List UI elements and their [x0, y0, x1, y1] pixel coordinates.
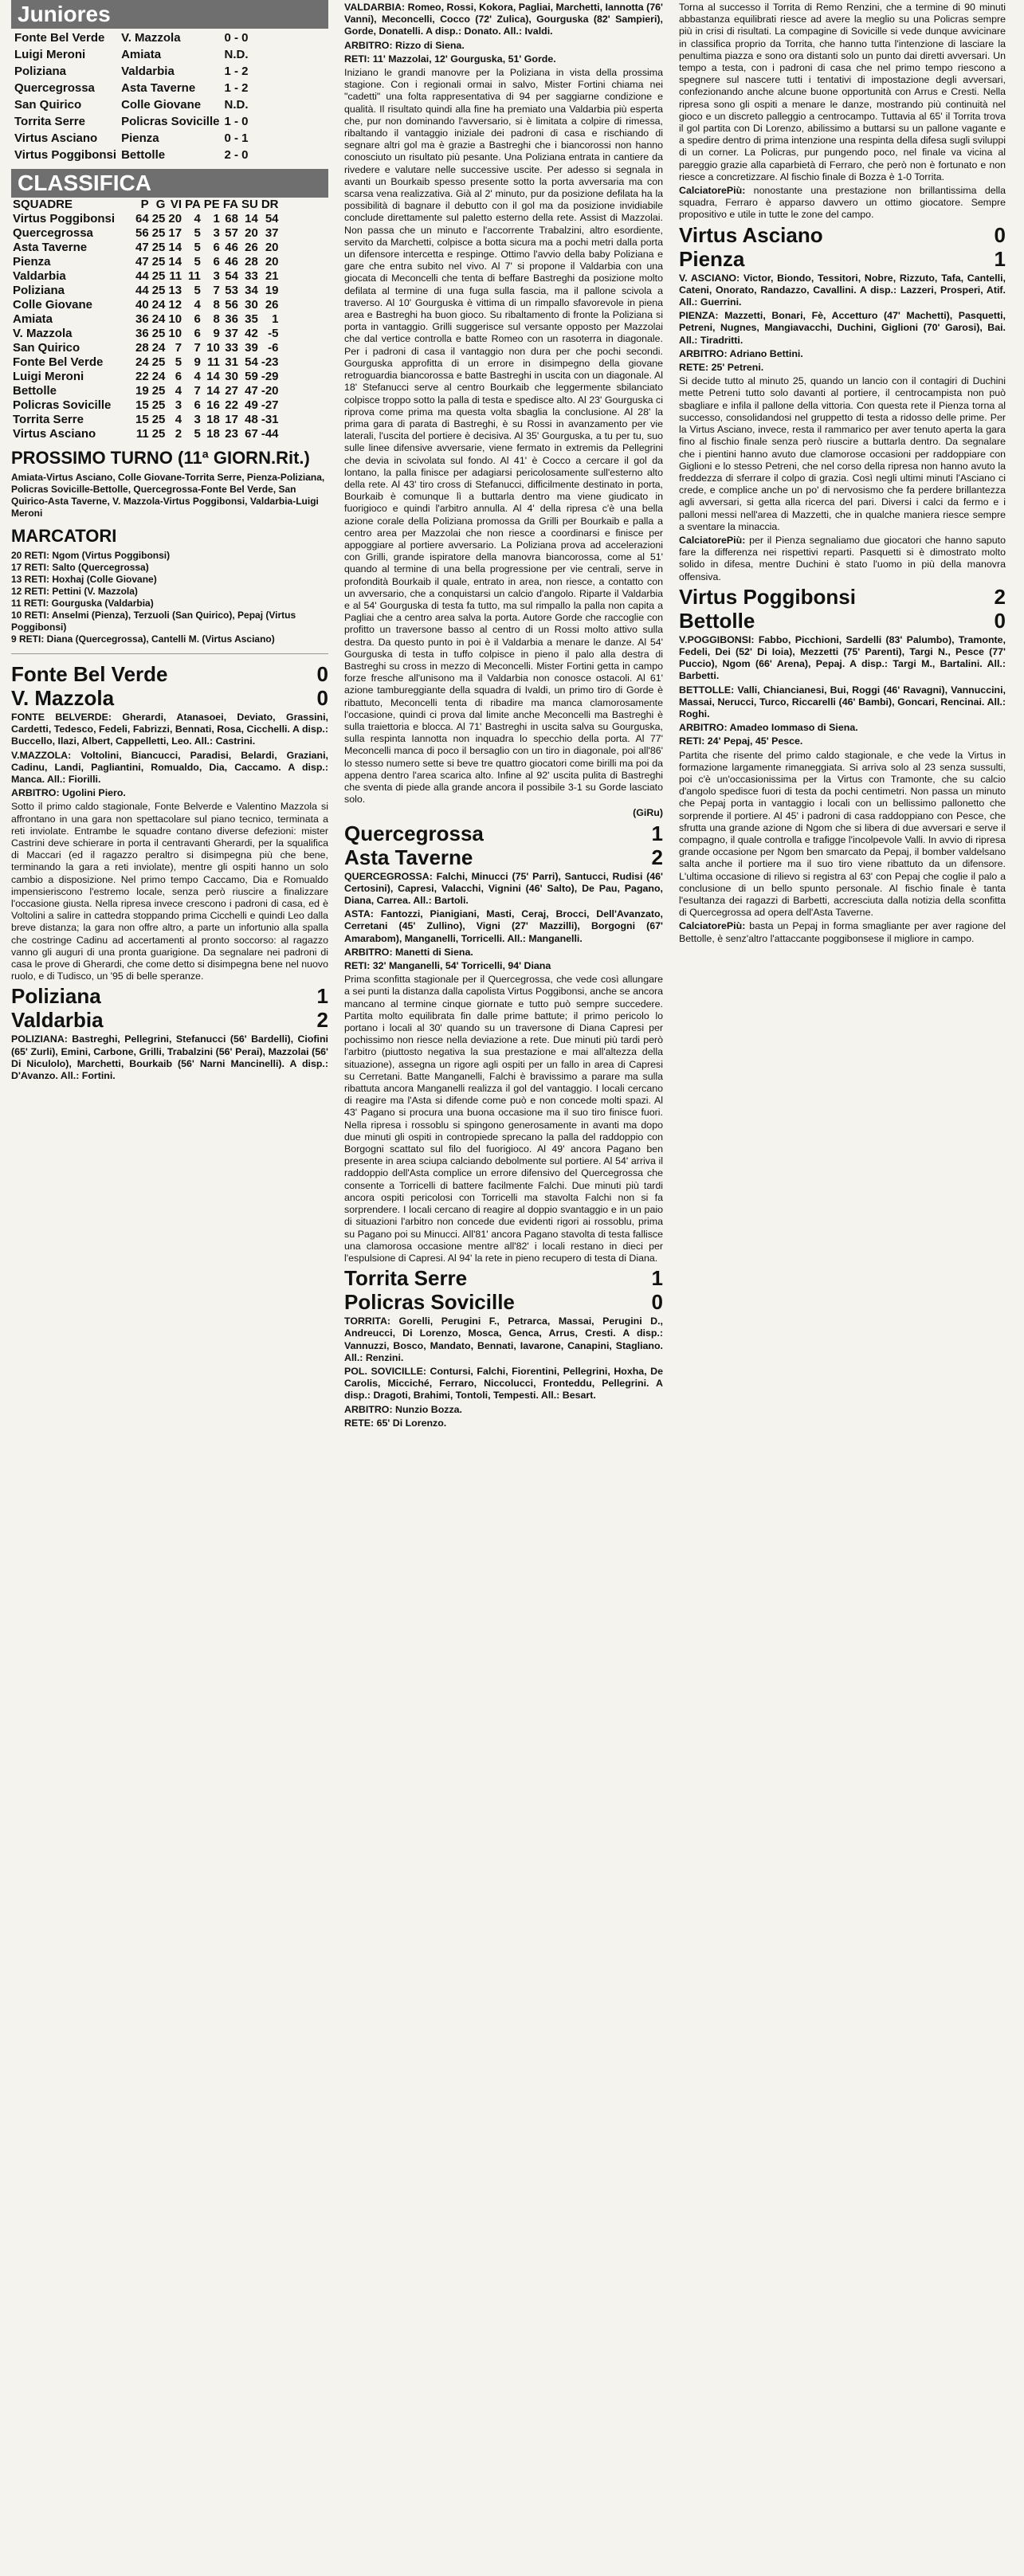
section-banner: Juniores: [11, 0, 328, 29]
stat-cell: 37: [265, 226, 279, 240]
standings-header: DR: [261, 198, 279, 211]
standings-row: [11, 327, 281, 341]
stat-cell: 23: [225, 427, 238, 441]
stat-cell: 15: [135, 413, 149, 426]
stat-cell: 30: [245, 298, 258, 312]
result-home: Virtus Poggibonsi: [14, 148, 117, 162]
result-away: Colle Giovane: [121, 98, 202, 112]
stat-cell: 6: [213, 255, 220, 269]
home-score: 1: [651, 1266, 663, 1291]
home-team: Virtus Asciano: [679, 222, 823, 247]
stat-cell: 17: [225, 413, 238, 426]
stat-cell: 25: [151, 327, 166, 340]
team-name: V. Mazzola: [13, 327, 73, 340]
standings-row: [11, 370, 281, 384]
scorer-line: 12 RETI: Pettini (V. Mazzola): [11, 586, 138, 597]
scorer-line: 9 RETI: Diana (Quercegrossa), Cantelli M. (Virtus Asciano): [11, 633, 275, 645]
team-name: Fonte Bel Verde: [13, 355, 104, 369]
stat-cell: 39: [245, 341, 258, 355]
stat-cell: 27: [225, 384, 238, 398]
results-table: [11, 29, 252, 164]
stat-cell: 14: [206, 384, 220, 398]
result-home: Quercegrossa: [14, 81, 95, 95]
stat-cell: 36: [135, 312, 149, 326]
stat-cell: 56: [225, 298, 238, 312]
lineup-away: PIENZA: Mazzetti, Bonari, Fè, Accetturo (47' Machetti), Pasquetti, Petreni, Nugnes, Mangiavacchi, Duchini, Giglioni (70' Garosi), Bai. All.: Tiradritti.: [679, 310, 1006, 346]
scorer-line: 20 RETI: Ngom (Virtus Poggibonsi): [11, 550, 171, 561]
lineup-home: POLIZIANA: Bastreghi, Pellegrini, Stefanucci (56' Bardelli), Ciofini (65' Zurli), Emini, Carbone, Grilli, Trabalzini (56' Perai), Mazzolai (56' Di Niculolo), Marchetti, Bourkaib (56' Narni Mancinelli). A disp.: D'Avanzo. All.: Fortini.: [11, 1033, 328, 1082]
stat-cell: 54: [245, 355, 258, 369]
stat-cell: 57: [225, 226, 238, 240]
team-name: Torrita Serre: [13, 413, 84, 426]
team-name: Poliziana: [13, 284, 65, 297]
result-row: [13, 30, 250, 45]
stat-cell: 24: [151, 298, 166, 312]
stat-cell: 7: [175, 341, 182, 355]
goals: RETI: 11' Mazzolai, 12' Gourguska, 51' Gorde.: [344, 53, 556, 65]
stat-cell: 25: [151, 413, 166, 426]
stat-cell: 7: [194, 384, 201, 398]
team-name: Amiata: [13, 312, 53, 326]
referee: ARBITRO: Adriano Bettini.: [679, 347, 803, 359]
stat-cell: 5: [194, 284, 201, 297]
stat-cell: 14: [168, 255, 182, 269]
standings-row: [11, 413, 281, 427]
stat-cell: 25: [151, 384, 166, 398]
stat-cell: 10: [206, 341, 220, 355]
scorer-line: 13 RETI: Hoxhaj (Colle Giovane): [11, 574, 157, 585]
away-score: 0: [994, 608, 1006, 633]
stat-cell: 25: [151, 427, 166, 441]
match-6: [679, 585, 1006, 945]
lineup-away: ASTA: Fantozzi, Pianigiani, Masti, Ceraj, Brocci, Dell'Avanzato, Cerretani (45' Zullino), Vigni (27' Mazzilli), Borgogni (67' Amarabom), Manganelli, Torricelli. All.: Manganelli.: [344, 908, 663, 944]
stat-cell: 6: [175, 370, 182, 383]
stat-cell: 24: [135, 355, 149, 369]
next-round-title: PROSSIMO TURNO (11ª GIORN.Rit.): [11, 448, 310, 468]
stat-cell: 59: [245, 370, 258, 383]
away-score: 2: [651, 845, 663, 869]
stat-cell: 1: [213, 212, 220, 225]
referee: ARBITRO: Nunzio Bozza.: [344, 1403, 462, 1415]
result-home: Fonte Bel Verde: [14, 31, 105, 45]
standings-row: [11, 241, 281, 255]
standings-row: [11, 212, 281, 226]
best-player-text: nonostante una prestazione non brillantissima della squadra, Ferraro è apparso davvero un ottimo giocatore. Sempre propositivo e utile in tutte le zone del campo.: [679, 185, 1006, 221]
stat-cell: 44: [135, 284, 149, 297]
match-report: Torna al successo il Torrita di Remo Renzini, che a termine di 90 minuti abbastanza equilibrati riesce ad avere la meglio su una Policras sempre più in crisi di risultati. La compagine di Sovicille si vede dunque avvicinare in classifica proprio da Torrita, che hanno tutta l'intenzione di lasciare la penultima piazza e sono ora distanti solo un punto dai diretti avversari. Un tempo a testa, con i padroni di casa che nel primo tempo riescono a spegnere sul nascere tutti i tentativi di impostazione degli avversari, confezionando anche alcune buone opportunità con Arrus e Cresti. Nella ripresa sono gli ospiti a menare le danze, mostrando più continuità nel gioco e un discreto palleggio a centrocampo. Tuttavia al 65' il Torrita trova il gol partita con Di Lorenzo, abilissimo a buttarsi su un pallone vagante e a spedire dentro di prima intenzione una respinta della difesa sugli sviluppi di un corner. La Policras, pur pungendo poco, nel finale va vicina al pareggio grazie alla caparbietà di Ferraro, che però non è fortunato e non riesce a concretizzare. Al fischio finale di Bozza è 1-0 Torrita.: [679, 2, 1006, 182]
team-name: Colle Giovane: [13, 298, 93, 312]
author-signature: (GiRu): [633, 807, 663, 819]
stat-cell: 68: [225, 212, 238, 225]
stat-cell: -20: [261, 384, 279, 398]
match-report: Iniziano le grandi manovre per la Poliziana in vista della prossima stagione. Con i regionali ormai in salvo, Mister Fortini chiama nei "cadetti" una folta rappresentativa di 94 per saggiarne condizione e qualità. Il risultato quindi alla fine ha premiato una Valdarbia più esperta che, pur non dominando l'avversario, si è limitata a colpire di rimessa, ribaltando il vantaggio iniziale dei padroni di casa e rischiando di segnare altri gol ma è grazie a Bastreghi che i biancorossi non hanno conosciuto un risultato più pesante. Una Poliziana entrata in cantiere da rivedere e valutare nelle successive uscite. Per adesso si segnala in avanti un Bourkaib spesso presente sotto la porta avversaria ma con scarsa vena realizzativa. Già al 2' minuto, pur da posizione defilata ha la possibilità di bagnare il debutto con il gol ma da posizione invidiabile conclude direttamente sul paletto esterno della rete. Assist di Mazzolai. Non passa che un minuto e l'accorrente Trabalzini, altro esordiente, servito da Marchetti, colpisce a botta sicura ma a pochi metri dalla porta un difensore intercetta e respinge. Ottimo l'avvio della baby Poliziana e gare che entra subito nel vivo. Al 7' si propone il Valdarbia con una giocata di Meconcelli che tenta di beffare Bastreghi da posizione molto defilata al termine di una fuga sulla fascia, ma il pallone scivola a traverso. Al 10' Gourguska è vittima di un rimpallo sfavorevole in piena area e Bastreghi ha buon gioco. Su ribaltamento di fronte la Poliziana si porta in vantaggio. Grilli suggerisce sul versante opposto per Mazzolai che dal vertice controlla e batte Romeo con un rasoterra in diagonale. Per i padroni di casa il vantaggio non dura per che pochi secondi. Gourguska approfitta di un errore in disimpegno della giovane retroguardia biancorossa e batte Bastreghi in uscita con un diagonale. Al 18' Stefanucci serve al centro Bourkaib che leggermente sbilanciato colpisce troppo sotto la palla di testa e spedisce alto. Al 23' Gourguska ci riprova come prima ma questa volta sbaglia la conclusione. Al 28' la prima gara di parata di Bastreghi, è su Rossi in avanzamento per vie laterali, l'uscita del portiere è decisiva. Al 35' Gourguska, a tu per tu, suo sulle linee difensive avversarie, viene fermato in extremis da Pellegrini che devia in scivolata sul fondo. Al 41' è Cocco a cercare il gol da lontano, la palla finisce per adagiarsi pericolosamente sull'esterno alto della rete. Al 43' tiro cross di Stefanucci, difficilmente destinato in porta, Bourkaib è comunque lì a buttarla dentro ma viene giudicato in fuorigioco e quindi l'arbitro annulla. Al 4' della ripresa c'è una bella azione corale della Poliziana promossa da Grilli per Bourkaib e palla a centro area per Mazzolai che non riesce a coordinarsi e finisce per appoggiare al portiere avversario. La Poliziana prova ad accelerazioni con Grilli, grande ispiratore della manovra biancorossa, come al 51' quando al termine di una bella progressione per vie centrali, serve in profondità Bourkaib il quale, entrato in area, non riesce, a contatto con un avversario, che a conquistarsi un calcio d'angolo. Riparte il Valdarbia e al 54' Gourguska di testa fa tutto, ma sul rimpallo la palla non capita a Pagliai che a centro area salva la porta. Autore Gorde che raccoglie con profitto un traversone basso al centro di un Rossi molto attivo sulla destra. Da questo punto in poi è il Valdarbia a menare le danze. Al 54' Gourguska di testa in tuffo colpisce in pieno il palo alla destra di Bastreghi su cross in mezzo di Meconcelli. Mister Fortini getta in campo forze fresche all'unisono ma il Valdarbia non conosce ostacoli. Al 61' azione tambureggiante della squadra di Ivaldi, un primo tiro di Gorde è ribattuto, Meconcelli tenta di ribadire ma manca clamorosamente l'occasione, quindi ci prova dal limite anche Meconcelli ma Bastreghi è sulla traiettoria e blocca. Al 71' Bastreghi in uscita salva su Gourguska, sulla respinta Iannotta non inquadra lo specchio della porta. Al 77' Meconcelli manca di poco il bersaglio con un tiro in diagonale, poi all'86' lo stesso numero sette si beve tre quattro giocatori come birilli ma poi da appena dentro l'area scarica alto. Infine al 92' uscita pulita di Bastreghi che sventa di piede alla grande ancora il possibile 3-1 su Gorde lasciato solo.: [344, 67, 663, 806]
standings-row: [11, 427, 281, 441]
match-3: [344, 821, 663, 1265]
team-name: Virtus Poggibonsi: [13, 212, 116, 225]
stat-cell: 67: [245, 427, 258, 441]
home-team: Fonte Bel Verde: [11, 662, 168, 686]
scorers-list: [11, 550, 328, 645]
result-score: 0 - 1: [224, 131, 249, 145]
lineup-away: VALDARBIA: Romeo, Rossi, Kokora, Pagliai, Marchetti, Iannotta (76' Vanni), Meconcelli, Cocco (72' Zulica), Gourguska (82' Sampieri), Gorde, Donatelli. A disp.: Donato. All.: Ivaldi.: [344, 2, 663, 37]
stat-cell: 33: [245, 269, 258, 283]
stat-cell: 20: [265, 241, 279, 254]
home-team: Poliziana: [11, 984, 101, 1009]
stat-cell: 14: [168, 241, 182, 254]
away-score: 0: [316, 686, 328, 710]
stat-cell: 5: [175, 355, 182, 369]
referee: ARBITRO: Ugolini Piero.: [11, 787, 126, 799]
lineup-home: QUERCEGROSSA: Falchi, Minucci (75' Parri), Santucci, Rudisi (46' Certosini), Capresi, Valacchi, Vignini (46' Salto), De Pau, Pagano, Diana, Carrea. All.: Bartoli.: [344, 870, 663, 907]
stat-cell: 24: [151, 312, 166, 326]
stat-cell: 26: [245, 241, 258, 254]
goals: RETE: 65' Di Lorenzo.: [344, 1417, 447, 1429]
lineup-home: FONTE BELVERDE: Gherardi, Atanasoei, Deviato, Grassini, Cardetti, Tedesco, Fedeli, Fabrizzi, Bennati, Rosa, Cicchelli. A disp.: Buccello, Ilazi, Albert, Cappelletti, Leo. All.: Castrini.: [11, 712, 328, 747]
result-row: [13, 147, 250, 163]
standings-row: [11, 226, 281, 241]
best-player-text: basta un Pepaj in forma smagliante per aver ragione del Bettolle, è senz'altro l'attaccante poggibonsese il migliore in campo.: [679, 920, 1006, 944]
result-home: San Quirico: [14, 98, 82, 112]
standings-table: [11, 198, 281, 441]
stat-cell: 6: [213, 241, 220, 254]
result-away: Amiata: [121, 48, 162, 61]
column-right: [679, 0, 1006, 947]
standings-banner: CLASSIFICA: [11, 169, 328, 198]
result-away: V. Mazzola: [121, 31, 181, 45]
referee: ARBITRO: Manetti di Siena.: [344, 946, 473, 958]
standings-row: [11, 255, 281, 269]
standings-header: SQUADRE: [13, 198, 73, 211]
stat-cell: -29: [261, 370, 279, 383]
lineup-away: POL. SOVICILLE: Contursi, Falchi, Fiorentini, Pellegrini, Hoxha, De Carolis, Micciché, Ferraro, Niccolucci, Fronteddu, Pellegrini. A disp.: Dragoti, Brahimi, Tontoli, Tempesti. All.: Besart.: [344, 1365, 663, 1402]
stat-cell: 7: [194, 341, 201, 355]
stat-cell: 21: [265, 269, 279, 283]
lineup-away: V.MAZZOLA: Voltolini, Biancucci, Paradisi, Belardi, Graziani, Cadinu, Landi, Pagliantini, Romualdo, Dia, Caccamo. A disp.: Manca. All.: Fiorilli.: [11, 749, 328, 786]
result-score: N.D.: [224, 98, 249, 112]
stat-cell: -5: [268, 327, 279, 340]
result-score: 0 - 0: [224, 31, 249, 45]
standings-row: [11, 384, 281, 398]
stat-cell: 5: [194, 241, 201, 254]
stat-cell: 24: [151, 370, 166, 383]
standings-row: [11, 284, 281, 298]
result-away: Valdarbia: [121, 65, 175, 78]
home-team: Virtus Poggibonsi: [679, 584, 856, 609]
result-home: Torrita Serre: [14, 115, 85, 128]
stat-cell: 20: [245, 226, 258, 240]
stat-cell: -6: [268, 341, 279, 355]
stat-cell: 3: [175, 398, 182, 412]
standings-row: [11, 341, 281, 355]
scorers-title: MARCATORI: [11, 526, 117, 546]
stat-cell: 13: [168, 284, 182, 297]
standings-header: FA: [222, 198, 238, 211]
scorer-line: 17 RETI: Salto (Quercegrossa): [11, 562, 149, 573]
stat-cell: 11: [169, 269, 182, 283]
result-score: 2 - 0: [224, 148, 249, 162]
stat-cell: 3: [194, 413, 201, 426]
stat-cell: 9: [213, 327, 220, 340]
stat-cell: 42: [245, 327, 258, 340]
goals: RETI: 24' Pepaj, 45' Pesce.: [679, 735, 803, 747]
team-name: Virtus Asciano: [13, 427, 96, 441]
team-name: Policras Sovicille: [13, 398, 112, 412]
result-row: [13, 131, 250, 146]
stat-cell: 25: [151, 255, 166, 269]
home-score: 0: [316, 662, 328, 686]
away-team: Policras Sovicille: [344, 1290, 515, 1315]
stat-cell: 47: [245, 384, 258, 398]
stat-cell: 4: [175, 384, 182, 398]
stat-cell: 2: [175, 427, 182, 441]
away-team: Asta Taverne: [344, 845, 473, 869]
stat-cell: 28: [245, 255, 258, 269]
stat-cell: 8: [213, 298, 220, 312]
result-row: [13, 47, 250, 62]
stat-cell: 46: [225, 241, 238, 254]
best-player-label: CalciatorePiù:: [679, 185, 746, 197]
standings-row: [11, 312, 281, 327]
stat-cell: 34: [245, 284, 258, 297]
away-score: 1: [994, 246, 1006, 271]
match-report: Prima sconfitta stagionale per il Quercegrossa, che vede così allungare a sei punti la distanza dalla capolista Virtus Poggibonsi, anche se ancora mancano al termine cinque giornate e tutto può sempre succedere. Partita molto equilibrata fin dalle prime battute; il primo pericolo lo portano i locali al 30' quando su un traversone di Diana Capresi per pochissimo non riesce nella deviazione a rete. Due minuti più tardi però l'arbitro (piuttosto negativa la sua prestazione e mai all'altezza della situazione), assegna un rigore agli ospiti per un fallo in area di Capresi su Cerretani. Batte Manganelli, Falchi è bravissimo a parare ma sulla ribattuta ancora Manganelli realizza il gol del vantaggio. I locali cercano di reagire ma l'Asta si difende come può e non concede molti spazi. Al 43' Pagano si procura una buona occasione ma il suo tiro finisce fuori. Nella ripresa i rossoblu si spingono generosamente in avanti ma dopo due minuti gli ospiti in contropiede sprecano la palla del raddoppio con Borgogni scattato sul filo del fuorigioco. Al 49' ancora Pagano ben presente in area sciupa calciando debolmente sul portiere. Al 54' arriva il raddoppio dell'Asta complice un errore difensivo del Quercegrossa che consente a Torricelli di battere facilmente Falchi. Due minuti più tardi ancora ospiti pericolosi con Torricelli ma stavolta Falchi non si fa sorprendere. I locali cercano di reagire al doppio svantaggio e in un paio di situazioni l'arbitro non concede due evidenti rigori ai rossoblu, prima su Pagano poi su Minucci. All'81' ancora Pagano stavolta di testa fallisce una clamorosa occasione mentre all'82' i locali restano in dieci per l'espulsione di Capresi. Al 94' la rete in pieno recupero di testa di Diana.: [344, 974, 663, 1264]
result-score: 1 - 0: [224, 115, 249, 128]
result-score: N.D.: [224, 48, 249, 61]
stat-cell: 56: [135, 226, 149, 240]
standings-header: VI: [170, 198, 182, 211]
result-row: [13, 80, 250, 96]
stat-cell: 53: [225, 284, 238, 297]
stat-cell: 4: [175, 413, 182, 426]
result-row: [13, 114, 250, 129]
stat-cell: 48: [245, 413, 258, 426]
stat-cell: 46: [225, 255, 238, 269]
stat-cell: 47: [135, 241, 149, 254]
lineup-home: V.POGGIBONSI: Fabbo, Picchioni, Sardelli (83' Palumbo), Tramonte, Fedeli, Dei (52' Di Ioia), Mezzetti (75' Parenti), Targi N., Pesce (77' Puccio), Ngom (66' Arena), Pepaj. A disp.: Targi M., Bartalini. All.: Barbetti.: [679, 633, 1006, 682]
stat-cell: 25: [151, 226, 166, 240]
result-home: Virtus Asciano: [14, 131, 98, 145]
away-score: 0: [651, 1290, 663, 1315]
stat-cell: 49: [245, 398, 258, 412]
stat-cell: 19: [135, 384, 149, 398]
result-score: 1 - 2: [224, 81, 249, 95]
stat-cell: 37: [225, 327, 238, 340]
referee: ARBITRO: Amadeo Iommaso di Siena.: [679, 722, 858, 734]
result-away: Pienza: [121, 131, 159, 145]
stat-cell: 19: [265, 284, 279, 297]
stat-cell: 5: [194, 226, 201, 240]
stat-cell: 36: [225, 312, 238, 326]
team-name: Asta Taverne: [13, 241, 88, 254]
lineup-home: TORRITA: Gorelli, Perugini F., Petrarca, Massai, Perugini D., Andreucci, Di Lorenzo, Mosca, Genca, Arrus, Cresti. A disp.: Vannuzzi, Bosco, Mandato, Bennati, Iavarone, Canapini, Stagliano. All.: Renzini.: [344, 1315, 663, 1363]
best-player-text: per il Pienza segnaliamo due giocatori che hanno saputo fare la differenza nei rispettivi reparti. Pasquetti si è dimostrato molto solido in difesa, mentre Duchini è stato l'uomo in più della manovra offensiva.: [679, 534, 1006, 582]
standings-header: PE: [203, 198, 220, 211]
lineup-home: V. ASCIANO: Victor, Biondo, Tessitori, Nobre, Rizzuto, Tafa, Cantelli, Cateni, Onorato, Randazzo, Cavallini. A disp.: Lazzeri, Prosperi, Atif. All.: Guerrini.: [679, 272, 1006, 308]
stat-cell: 25: [151, 212, 166, 225]
stat-cell: 3: [213, 269, 220, 283]
home-team: Torrita Serre: [344, 1266, 468, 1291]
stat-cell: 18: [206, 427, 220, 441]
stat-cell: 26: [265, 298, 279, 312]
scorer-line: 11 RETI: Gourguska (Valdarbia): [11, 598, 154, 609]
team-name: Pienza: [13, 255, 51, 269]
stat-cell: 22: [225, 398, 238, 412]
stat-cell: 30: [225, 370, 238, 383]
stat-cell: -27: [261, 398, 279, 412]
column-left: [11, 0, 328, 1084]
away-team: Bettolle: [679, 608, 755, 633]
result-home: Luigi Meroni: [14, 48, 86, 61]
match-4: [344, 1266, 663, 1429]
best-player-label: CalciatorePiù:: [679, 920, 746, 932]
stat-cell: 33: [225, 341, 238, 355]
stat-cell: 28: [135, 341, 149, 355]
stat-cell: -31: [261, 413, 279, 426]
stat-cell: 16: [206, 398, 220, 412]
result-away: Bettolle: [121, 148, 166, 162]
column-center: [344, 0, 663, 1431]
stat-cell: 17: [168, 226, 182, 240]
next-round-text: Amiata-Virtus Asciano, Colle Giovane-Torrita Serre, Pienza-Poliziana, Policras Sovicille-Bettolle, Quercegrossa-Fonte Bel Verde, San Quirico-Asta Taverne, V. Mazzola-Virtus Poggibonsi, Valdarbia-Luigi Meroni: [11, 472, 325, 519]
home-score: 1: [651, 821, 663, 845]
stat-cell: 25: [151, 355, 166, 369]
stat-cell: -44: [261, 427, 279, 441]
home-score: 2: [994, 584, 1006, 609]
stat-cell: 7: [213, 284, 220, 297]
stat-cell: 4: [194, 370, 201, 383]
standings-row: [11, 355, 281, 370]
stat-cell: 44: [135, 269, 149, 283]
team-name: Luigi Meroni: [13, 370, 84, 383]
stat-cell: 22: [135, 370, 149, 383]
standings-header: SU: [241, 198, 258, 211]
away-team: Valdarbia: [11, 1008, 104, 1033]
stat-cell: 25: [151, 398, 166, 412]
stat-cell: 54: [225, 269, 238, 283]
stat-cell: 36: [135, 327, 149, 340]
stat-cell: 5: [194, 427, 201, 441]
standings-header: P: [140, 198, 149, 211]
result-away: Asta Taverne: [121, 81, 196, 95]
away-team: Pienza: [679, 246, 745, 271]
stat-cell: 4: [194, 212, 201, 225]
stat-cell: 40: [135, 298, 149, 312]
standings-row: [11, 298, 281, 312]
stat-cell: 11: [187, 269, 201, 283]
result-row: [13, 64, 250, 79]
match-1: [11, 662, 328, 982]
stat-cell: 64: [135, 212, 149, 225]
stat-cell: 47: [135, 255, 149, 269]
match-5: [679, 223, 1006, 583]
result-away: Policras Sovicille: [121, 115, 220, 128]
goals: RETI: 32' Manganelli, 54' Torricelli, 94' Diana: [344, 960, 551, 972]
stat-cell: 1: [272, 312, 279, 326]
stat-cell: 25: [151, 241, 166, 254]
scorer-line: 10 RETI: Anselmi (Pienza), Terzuoli (San Quirico), Pepaj (Virtus Poggibonsi): [11, 610, 296, 633]
match-2: [11, 984, 328, 1082]
lineup-away: BETTOLLE: Valli, Chiancianesi, Bui, Roggi (46' Ravagni), Vannuccini, Massai, Nerucci, Turco, Riccarelli (46' Bambi), Goncari, Rencinai. All.: Roghi.: [679, 684, 1006, 719]
standings-header: PA: [185, 198, 201, 211]
stat-cell: 31: [225, 355, 238, 369]
standings-row: [11, 398, 281, 413]
home-score: 1: [316, 984, 328, 1009]
stat-cell: 3: [213, 226, 220, 240]
stat-cell: 11: [206, 355, 220, 369]
stat-cell: 25: [151, 269, 166, 283]
stat-cell: 54: [265, 212, 279, 225]
stat-cell: 8: [213, 312, 220, 326]
home-score: 0: [994, 222, 1006, 247]
stat-cell: 5: [194, 255, 201, 269]
stat-cell: 35: [245, 312, 258, 326]
stat-cell: 20: [168, 212, 182, 225]
team-name: Bettolle: [13, 384, 57, 398]
home-team: Quercegrossa: [344, 821, 484, 845]
stat-cell: 10: [168, 327, 182, 340]
best-player-label: CalciatorePiù:: [679, 534, 746, 546]
result-row: [13, 97, 250, 112]
stat-cell: 6: [194, 312, 201, 326]
stat-cell: 18: [206, 413, 220, 426]
standings-header: G: [155, 198, 166, 211]
team-name: San Quirico: [13, 341, 80, 355]
standings-row: [11, 269, 281, 284]
away-score: 2: [316, 1008, 328, 1033]
result-home: Poliziana: [14, 65, 67, 78]
match-report: Partita che risente del primo caldo stagionale, e che vede la Virtus in formazione largamente rimaneggiata. Si arriva solo al 23 senza sussulti, poi c'è un'occasionissima per la Virtus con Tramonte, che su calcio d'angolo spedisce fuori di testa da pochi centimetri. Non passa un minuto che Pepaj porta in vantaggio i locali con un bellissimo pallonetto che sorprende il portiere. Al 45' i padroni di casa raddoppiano con Pesce, che sfrutta una grande azione di Ngom che si libera di due avversari e serve il compagno, il quale controlla e trafigge l'incolpevole Valli. In avvio di ripresa grande occasione per Ngom ben smarcato da Pepaj, il bomber valdelsano salta anche il portiere ma il suo tiro viene ribattuto da un difensore. L'ultima occasione di rilievo si registra al 63' con Pepaj che coglie il palo a conclusione di un bello spunto personale. Al fischio finale è tanta l'esultanza dei ragazzi di Barbetti, accresciuta dalla notizia della sconfitta di Quercegrossa ad opera dell'Asta Taverne.: [679, 749, 1006, 919]
goals: RETE: 25' Petreni.: [679, 362, 764, 374]
referee: ARBITRO: Rizzo di Siena.: [344, 39, 465, 51]
match-report: Sotto il primo caldo stagionale, Fonte Belverde e Valentino Mazzola si affrontano in una gara non spettacolare sul piano tecnico, terminata a reti inviolate. Entrambe le squadre contano diverse defezioni: mister Castrini deve schierare in porta il centravanti Gherardi, per la squalifica di Maccari (ed il ragazzo peraltro si disimpegna più che bene, terminando la gara a reti inviolate), mentre gli ospiti hanno un solo cambio a disposizione. Nel primo tempo Caccamo, Dia e Romualdo impensieriscono l'estremo locale, senza però riuscire a finalizzare l'occasione giusta. Nella ripresa invece crescono i padroni di casa, ed è Voltolini a salire in cattedra stoppando prima Cicchelli e quindi Leo dalla breve distanza; la gara non offre altro, a parte un infortunio alla spalla che costringe Cadinu ad accertamenti al pronto soccorso: al ragazzo vanno gli auguri di una pronta guarigione. Da segnalare nei padroni di casa le prove di Gherardi, che come detto si disimpegna bene nel nuovo ruolo, e di Tudisco, un '95 di belle speranze.: [11, 801, 328, 982]
away-team: V. Mazzola: [11, 686, 115, 710]
stat-cell: 11: [135, 427, 149, 441]
stat-cell: 6: [194, 327, 201, 340]
stat-cell: -23: [261, 355, 279, 369]
stat-cell: 25: [151, 284, 166, 297]
stat-cell: 6: [194, 398, 201, 412]
stat-cell: 14: [206, 370, 220, 383]
stat-cell: 9: [194, 355, 201, 369]
match-report: Si decide tutto al minuto 25, quando un lancio con il contagiri di Duchini mette Petreni tutto solo davanti al portiere, il centrocampista non può sbagliare e infila il pallone della vittoria. Con questa rete il Pienza torna al successo, consolidandosi nel gruppetto di testa a ridosso delle prime. Per la Virtus Asciano, invece, resta il rammarico per aver tenuto aperta la gara fino al fischio finale senza però riuscire a buttarla dentro. Da segnalare che i pientini hanno avuto due clamorose occasioni per raddoppiare con Giglioni e lo stesso Petreni, che nel corso della ripresa non hanno avuto la freddezza di sferrare il colpo di grazia. Così negli ultimi minuti l'Asciano ci crede, e complice anche un po' di nervosismo che fa perdere brillantezza agli avversari, si getta alla ricerca del pari. Diversi i calci da fermo e i palloni messi nell'area di Mazzetti, che in qualche maniera riesce sempre a sventare la minaccia.: [679, 375, 1006, 532]
stat-cell: 15: [135, 398, 149, 412]
stat-cell: 20: [265, 255, 279, 269]
team-name: Quercegrossa: [13, 226, 93, 240]
stat-cell: 24: [151, 341, 166, 355]
stat-cell: 12: [168, 298, 182, 312]
stat-cell: 14: [245, 212, 258, 225]
stat-cell: 10: [168, 312, 182, 326]
stat-cell: 4: [194, 298, 201, 312]
team-name: Valdarbia: [13, 269, 66, 283]
result-score: 1 - 2: [224, 65, 249, 78]
